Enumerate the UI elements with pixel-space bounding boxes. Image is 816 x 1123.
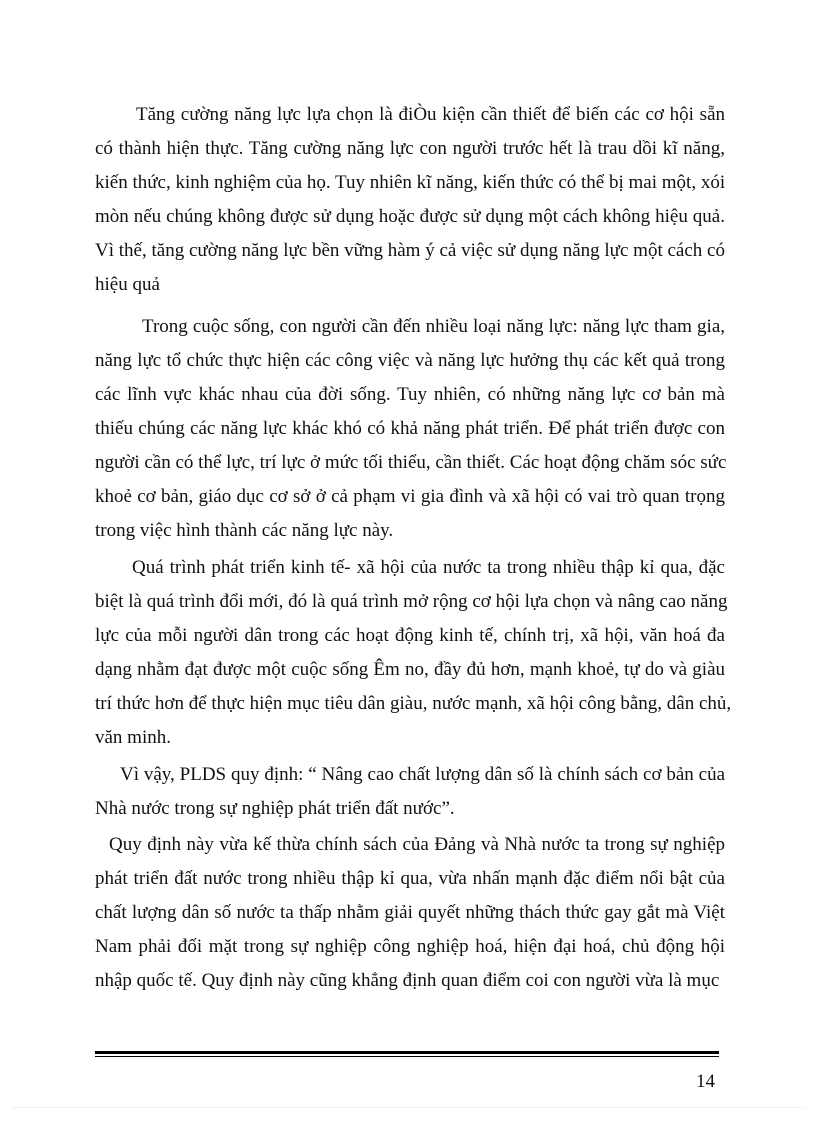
text-line: chất lượng dân số nước ta thấp nhằm giải quyết những thách thức gay gắt mà Việt	[95, 902, 725, 923]
text-line: kiến thức, kinh nghiệm của họ. Tuy nhiên kĩ năng, kiến thức có thể bị mai một, xói	[95, 172, 726, 193]
footer-rule-thin	[95, 1056, 719, 1057]
text-line: Nam phải đối mặt trong sự nghiệp công nghiệp hoá, hiện đại hoá, chủ động hội	[95, 936, 725, 957]
text-line: dạng nhằm đạt được một cuộc sống Êm no, đầy đủ hơn, mạnh khoẻ, tự do và giàu	[95, 659, 725, 680]
text-line: khoẻ cơ bản, giáo dục cơ sở ở cả phạm vi gia đình và xã hội có vai trò quan trọng	[95, 486, 725, 507]
footer-rule-thick	[95, 1051, 719, 1054]
text-line: mòn nếu chúng không được sử dụng hoặc được sử dụng một cách không hiệu quả.	[95, 206, 725, 227]
text-line: Tăng cường năng lực lựa chọn là điÒu kiện cần thiết để biến các cơ hội sẵn	[136, 104, 725, 125]
page-number: 14	[696, 1071, 715, 1092]
text-line: văn minh.	[95, 727, 171, 748]
text-line: năng lực tổ chức thực hiện các công việc và năng lực hưởng thụ các kết quả trong	[95, 350, 725, 371]
text-line: lực của mỗi người dân trong các hoạt động kinh tế, chính trị, xã hội, văn hoá đa	[95, 625, 725, 646]
text-line: phát triển đất nước trong nhiều thập kỉ qua, vừa nhấn mạnh đặc điểm nổi bật của	[95, 868, 725, 889]
text-line: các lĩnh vực khác nhau của đời sống. Tuy nhiên, có những năng lực cơ bản mà	[95, 384, 725, 405]
text-line: trí thức hơn để thực hiện mục tiêu dân giàu, nước mạnh, xã hội công bằng, dân chủ,	[95, 693, 732, 714]
text-line: Quy định này vừa kế thừa chính sách của Đảng và Nhà nước ta trong sự nghiệp	[109, 834, 725, 855]
text-line: nhập quốc tế. Quy định này cũng khẳng định quan điểm coi con người vừa là mục	[95, 970, 720, 991]
text-line: người cần có thể lực, trí lực ở mức tối thiểu, cần thiết. Các hoạt động chăm sóc sức	[95, 452, 727, 473]
text-line: Trong cuộc sống, con người cần đến nhiều loại năng lực: năng lực tham gia,	[142, 316, 725, 337]
text-line: thiếu chúng các năng lực khác khó có khả năng phát triển. Để phát triển được con	[95, 418, 725, 439]
text-line: trong việc hình thành các năng lực này.	[95, 520, 394, 541]
text-line: Vì vậy, PLDS quy định: “ Nâng cao chất lượng dân số là chính sách cơ bản của	[120, 764, 725, 785]
text-line: biệt là quá trình đổi mới, đó là quá trình mở rộng cơ hội lựa chọn và nâng cao năng	[95, 591, 728, 612]
text-line: có thành hiện thực. Tăng cường năng lực con người trước hết là trau dồi kĩ năng,	[95, 138, 725, 159]
page-edge-divider	[12, 1107, 804, 1108]
text-line: Nhà nước trong sự nghiệp phát triển đất nước”.	[95, 798, 455, 819]
text-line: Vì thế, tăng cường năng lực bền vững hàm ý cả việc sử dụng năng lực một cách có	[95, 240, 725, 261]
text-line: hiệu quả	[95, 274, 160, 295]
text-line: Quá trình phát triển kinh tế- xã hội của nước ta trong nhiều thập kỉ qua, đặc	[132, 557, 725, 578]
